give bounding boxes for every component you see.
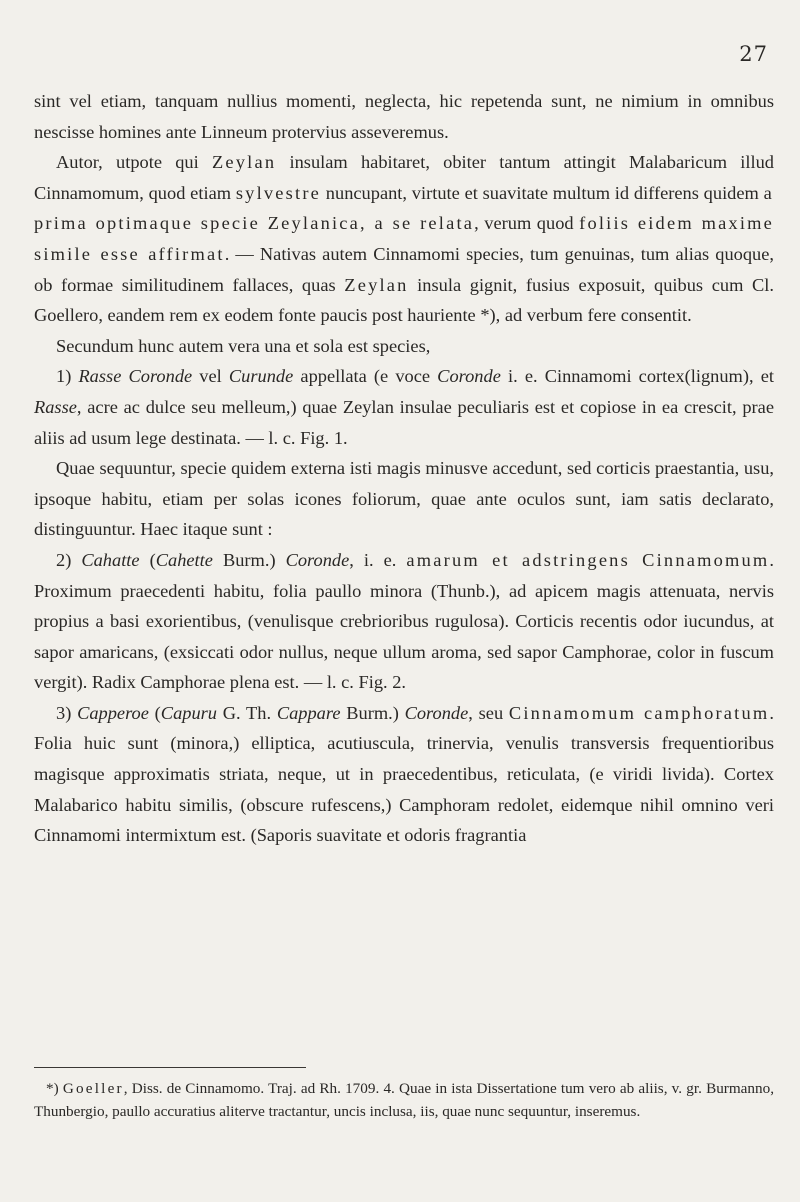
page-number: 27 (739, 42, 768, 66)
spaced-term: sylvestre (235, 182, 322, 203)
paragraph-1: sint vel etiam, tanquam nullius momenti, neglecta, hic repetenda sunt, ne nimium in omnibus nescisse homines ante Linneum protervius asseveremus. (34, 91, 774, 142)
paragraph-6: 2) Cahatte (Cahette Burm.) Coronde, i. e. amarum et adstringens Cinnamomum. Proximum praecedenti habitu, folia paullo minora (Thunb.), ad apicem magis attenuata, nervis propius a basi exorientibus, (venulisque crebrioribus rugulosa). Corticis recentis odor iucundus, at sapor amaricans, (exsiccati odor nullus, neque ullum aroma, sed sapor Camphorae, color in fuscum vergit). Radix Camphorae plena est. — l. c. Fig. 2. (34, 549, 774, 693)
italic-term: Coronde (285, 549, 350, 570)
paragraph-7: 3) Capperoe (Capuru G. Th. Cappare Burm.) Coronde, seu Cinnamomum camphoratum. Folia huic sunt (minora,) elliptica, acutiuscula, trinervia, venulis transversis frequentioribus magisque approximatis striata, neque, ut in praecedentibus, reticulata, (e viridi livida). Cortex Malabarico habitu similis, (obscure rufescens,) Camphoram redolet, eidemque nihil omnino veri Cinnamomi intermixtum est. (Saporis suavitate et odoris fragrantia (34, 702, 774, 846)
footnote-author: Goeller (62, 1080, 124, 1097)
italic-term: Curunde (228, 366, 294, 387)
italic-term: Cahette (155, 549, 213, 570)
spaced-term: Cinnamomum camphoratum (508, 702, 770, 723)
spaced-term: foliis eidem maxime simile esse affirmat (34, 213, 775, 264)
paragraph-3: Secundum hunc autem vera una et sola est species, (56, 335, 431, 356)
paragraph-4: 1) Rasse Coronde vel Curunde appellata (e voce Coronde i. e. Cinnamomi cortex(lignum), et Rasse, acre ac dulce seu melleum,) quae Zeylan insulae peculiaris est et copiose in ea crescit, prae aliis ad usum lege destinata. — l. c. Fig. 1. (34, 366, 774, 448)
main-text (34, 86, 774, 851)
spaced-term: Zeylan (344, 274, 409, 295)
footnote (34, 1078, 774, 1123)
italic-term: Cahatte (81, 549, 140, 570)
italic-term: Rasse Coronde (78, 366, 193, 387)
spaced-term: amarum et adstringens Cinnamomum (406, 549, 770, 570)
paragraph-5: Quae sequuntur, specie quidem externa isti magis minusve accedunt, sed corticis praestantia, usu, ipsoque habitu, etiam per solas icones foliorum, quae ante oculos sunt, iam satis declarato, distinguuntur. Haec itaque sunt : (34, 458, 774, 540)
italic-term: Capuru (160, 702, 218, 723)
italic-term: Capperoe (77, 702, 149, 723)
italic-term: Coronde (404, 702, 469, 723)
italic-term: Cappare (276, 702, 341, 723)
spaced-term: a prima optimaque specie Zeylanica, a se relata (34, 182, 775, 234)
footnote-divider (34, 1067, 306, 1068)
italic-term: Coronde (437, 366, 501, 387)
spaced-term: Zeylan (211, 152, 277, 173)
footnote-text: *) Goeller, Diss. de Cinnamomo. Traj. ad Rh. 1709. 4. Quae in ista Dissertatione tum vero ab aliis, v. gr. Burmanno, Thunbergio, paullo accuratius aliterve tractantur, uncis inclusa, iis, quae nunc sequuntur, inseremus. (34, 1080, 774, 1120)
italic-term: Rasse (34, 396, 77, 417)
paragraph-2: Autor, utpote qui Zeylan insulam habitaret, obiter tantum attingit Malabaricum illud Cinnamomum, quod etiam sylvestre nuncupant, virtute et suavitate multum id differens quidem a prima optimaque specie Zeylanica, a se relata, verum quod foliis eidem maxime simile esse affirmat. — Nativas autem Cinnamomi species, tum genuinas, tum alias quoque, ob formae similitudinem fallaces, quas Zeylan insula gignit, fusius exposuit, quibus cum Cl. Goellero, eandem rem ex eodem fonte paucis post hauriente *), ad verbum fere consentit. (34, 152, 775, 326)
